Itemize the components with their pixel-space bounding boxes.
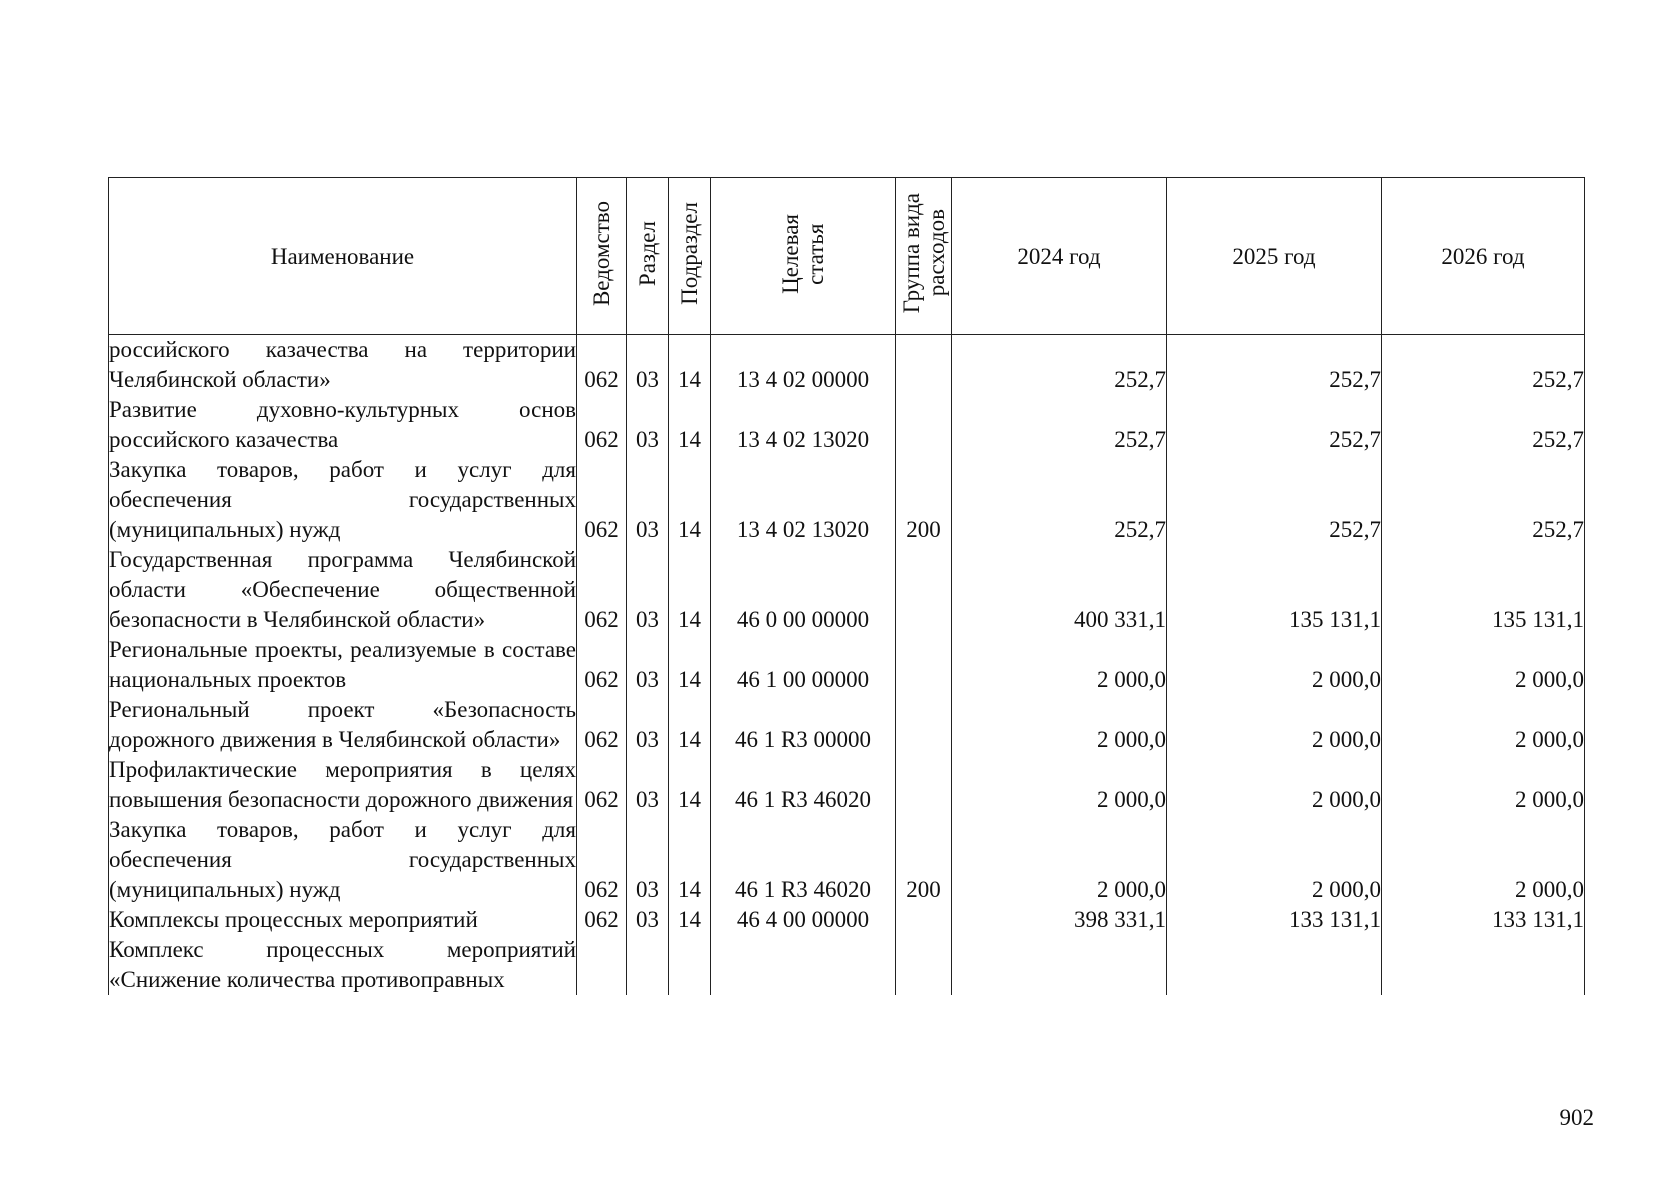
- cell-2025: 252,7: [1167, 455, 1382, 545]
- cell-podrazdel: 14: [669, 545, 711, 635]
- cell-2024: 398 331,1: [952, 905, 1167, 935]
- cell-2024: 2 000,0: [952, 815, 1167, 905]
- header-2025: 2025 год: [1167, 178, 1382, 335]
- cell-razdel: 03: [627, 455, 669, 545]
- cell-gruppa-vida-rashodov: 200: [896, 455, 952, 545]
- cell-celevaya-statya: 13 4 02 00000: [711, 335, 896, 396]
- cell-razdel: 03: [627, 695, 669, 755]
- cell-2026: [1382, 935, 1585, 995]
- cell-name: российского казачества на территории Челябинской области»: [109, 335, 577, 396]
- cell-name: Региональные проекты, реализуемые в составе национальных проектов: [109, 635, 577, 695]
- cell-name: Региональный проект «Безопасность дорожного движения в Челябинской области»: [109, 695, 577, 755]
- cell-2024: 252,7: [952, 455, 1167, 545]
- cell-celevaya-statya: 46 0 00 00000: [711, 545, 896, 635]
- cell-podrazdel: 14: [669, 905, 711, 935]
- cell-name: Государственная программа Челябинской области «Обеспечение общественной безопасности в Челябинской области»: [109, 545, 577, 635]
- table-row: [109, 815, 1585, 905]
- cell-celevaya-statya: [711, 935, 896, 995]
- cell-name: Комплексы процессных мероприятий: [109, 905, 577, 935]
- cell-vedomstvo: 062: [577, 395, 627, 455]
- table-row: [109, 455, 1585, 545]
- header-celevaya-statya: Целевая статья: [711, 178, 896, 335]
- header-gruppa-vida-rashodov: Группа вида расходов: [896, 178, 952, 335]
- cell-podrazdel: 14: [669, 455, 711, 545]
- cell-vedomstvo: 062: [577, 455, 627, 545]
- cell-2024: 252,7: [952, 335, 1167, 396]
- cell-celevaya-statya: 13 4 02 13020: [711, 395, 896, 455]
- header-2024: 2024 год: [952, 178, 1167, 335]
- cell-2025: [1167, 935, 1382, 995]
- cell-vedomstvo: 062: [577, 545, 627, 635]
- cell-2026: 135 131,1: [1382, 545, 1585, 635]
- header-podrazdel: Подраздел: [669, 178, 711, 335]
- cell-celevaya-statya: 46 1 R3 00000: [711, 695, 896, 755]
- cell-gruppa-vida-rashodov: [896, 935, 952, 995]
- table-row: [109, 935, 1585, 995]
- cell-razdel: 03: [627, 635, 669, 695]
- cell-name: Комплекс процессных мероприятий «Снижение количества противоправных: [109, 935, 577, 995]
- table-row: [109, 695, 1585, 755]
- header-name: Наименование: [109, 178, 577, 335]
- header-vedomstvo: Ведомство: [577, 178, 627, 335]
- cell-2024: [952, 935, 1167, 995]
- cell-name: Закупка товаров, работ и услуг для обеспечения государственных (муниципальных) нужд: [109, 815, 577, 905]
- cell-razdel: 03: [627, 905, 669, 935]
- cell-2025: 2 000,0: [1167, 695, 1382, 755]
- cell-2026: 133 131,1: [1382, 905, 1585, 935]
- cell-name: Развитие духовно-культурных основ российского казачества: [109, 395, 577, 455]
- cell-podrazdel: 14: [669, 815, 711, 905]
- cell-celevaya-statya: 46 4 00 00000: [711, 905, 896, 935]
- cell-podrazdel: 14: [669, 755, 711, 815]
- table-row: [109, 335, 1585, 396]
- cell-2026: 2 000,0: [1382, 755, 1585, 815]
- cell-2026: 252,7: [1382, 335, 1585, 396]
- cell-2025: 2 000,0: [1167, 755, 1382, 815]
- header-razdel: Раздел: [627, 178, 669, 335]
- cell-vedomstvo: 062: [577, 815, 627, 905]
- cell-2024: 400 331,1: [952, 545, 1167, 635]
- cell-gruppa-vida-rashodov: [896, 395, 952, 455]
- cell-gruppa-vida-rashodov: [896, 905, 952, 935]
- cell-2025: 133 131,1: [1167, 905, 1382, 935]
- cell-gruppa-vida-rashodov: [896, 545, 952, 635]
- cell-2026: 252,7: [1382, 455, 1585, 545]
- cell-celevaya-statya: 46 1 00 00000: [711, 635, 896, 695]
- cell-gruppa-vida-rashodov: [896, 695, 952, 755]
- cell-2024: 2 000,0: [952, 755, 1167, 815]
- page-number: 902: [1559, 1105, 1594, 1130]
- cell-2025: 252,7: [1167, 335, 1382, 396]
- cell-2025: 252,7: [1167, 395, 1382, 455]
- cell-vedomstvo: 062: [577, 635, 627, 695]
- cell-2024: 252,7: [952, 395, 1167, 455]
- cell-razdel: 03: [627, 395, 669, 455]
- cell-gruppa-vida-rashodov: [896, 635, 952, 695]
- cell-celevaya-statya: 46 1 R3 46020: [711, 815, 896, 905]
- cell-podrazdel: [669, 935, 711, 995]
- cell-razdel: 03: [627, 815, 669, 905]
- table-row: [109, 755, 1585, 815]
- header-2026: 2026 год: [1382, 178, 1585, 335]
- table-row: [109, 545, 1585, 635]
- table-row: [109, 905, 1585, 935]
- cell-vedomstvo: 062: [577, 905, 627, 935]
- cell-podrazdel: 14: [669, 395, 711, 455]
- cell-name: Закупка товаров, работ и услуг для обеспечения государственных (муниципальных) нужд: [109, 455, 577, 545]
- cell-podrazdel: 14: [669, 635, 711, 695]
- cell-2025: 2 000,0: [1167, 815, 1382, 905]
- cell-2026: 2 000,0: [1382, 815, 1585, 905]
- budget-table: [108, 177, 1585, 995]
- cell-2026: 252,7: [1382, 395, 1585, 455]
- cell-razdel: 03: [627, 755, 669, 815]
- table-row: [109, 395, 1585, 455]
- cell-celevaya-statya: 13 4 02 13020: [711, 455, 896, 545]
- cell-2024: 2 000,0: [952, 695, 1167, 755]
- cell-2026: 2 000,0: [1382, 695, 1585, 755]
- cell-razdel: 03: [627, 335, 669, 396]
- cell-vedomstvo: 062: [577, 695, 627, 755]
- cell-vedomstvo: 062: [577, 335, 627, 396]
- cell-podrazdel: 14: [669, 695, 711, 755]
- cell-gruppa-vida-rashodov: 200: [896, 815, 952, 905]
- cell-gruppa-vida-rashodov: [896, 335, 952, 396]
- cell-vedomstvo: 062: [577, 755, 627, 815]
- cell-2025: 135 131,1: [1167, 545, 1382, 635]
- cell-name: Профилактические мероприятия в целях повышения безопасности дорожного движения: [109, 755, 577, 815]
- cell-gruppa-vida-rashodov: [896, 755, 952, 815]
- cell-2026: 2 000,0: [1382, 635, 1585, 695]
- table-row: [109, 635, 1585, 695]
- cell-razdel: 03: [627, 545, 669, 635]
- cell-2025: 2 000,0: [1167, 635, 1382, 695]
- cell-podrazdel: 14: [669, 335, 711, 396]
- table-header-row: [109, 178, 1585, 335]
- cell-celevaya-statya: 46 1 R3 46020: [711, 755, 896, 815]
- cell-vedomstvo: [577, 935, 627, 995]
- table-body: [109, 335, 1585, 996]
- cell-razdel: [627, 935, 669, 995]
- cell-2024: 2 000,0: [952, 635, 1167, 695]
